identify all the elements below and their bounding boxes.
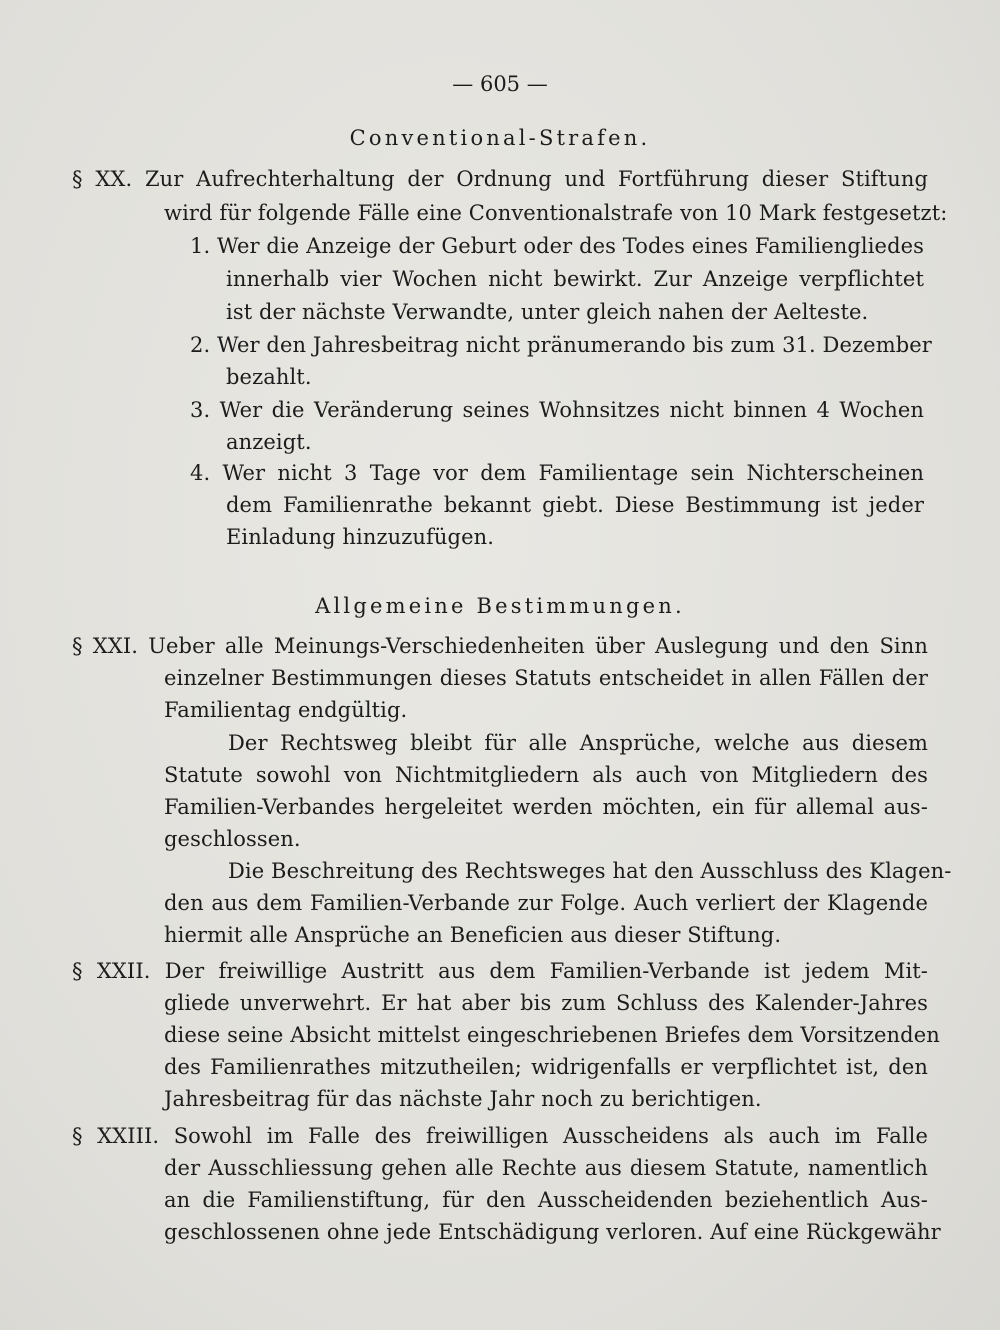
text-line: gliede unverwehrt. Er hat aber bis zum Schluss des Kalender-Jahres	[164, 991, 928, 1015]
text-line: Familien-Verbandes hergeleitet werden möchten, ein für allemal aus-	[164, 795, 928, 819]
text-line: Statute sowohl von Nichtmitgliedern als auch von Mitgliedern des	[164, 763, 928, 787]
text-line: ist der nächste Verwandte, unter gleich nahen der Aelteste.	[226, 300, 869, 324]
text-line: Die Beschreitung des Rechtsweges hat den Ausschluss des Klagen-	[228, 859, 952, 883]
list-item: 2. Wer den Jahresbeitrag nicht pränumerando bis zum 31. Dezember	[190, 333, 932, 357]
text-line: § XXIII. Sowohl im Falle des freiwilligen Ausscheidens als auch im Falle	[72, 1124, 928, 1148]
text-line: diese seine Absicht mittelst eingeschriebenen Briefes dem Vorsitzenden	[164, 1023, 940, 1047]
text-line: geschlossen.	[164, 827, 301, 851]
text-line: innerhalb vier Wochen nicht bewirkt. Zur Anzeige verpflichtet	[226, 267, 924, 291]
text-line: Der Rechtsweg bleibt für alle Ansprüche, welche aus diesem	[228, 731, 928, 755]
text-line: Familientag endgültig.	[164, 698, 408, 722]
section-heading-allgemeine-bestimmungen: Allgemeine Bestimmungen.	[315, 594, 685, 618]
text-line: Jahresbeitrag für das nächste Jahr noch zu berichtigen.	[164, 1087, 762, 1111]
text-line: einzelner Bestimmungen dieses Statuts entscheidet in allen Fällen der	[164, 666, 928, 690]
text-line: § XX. Zur Aufrechterhaltung der Ordnung und Fortführung dieser Stiftung	[72, 167, 928, 191]
text-line: anzeigt.	[226, 430, 312, 454]
text-line: § XXII. Der freiwillige Austritt aus dem Familien-Verbande ist jedem Mit-	[72, 959, 928, 983]
text-line: an die Familienstiftung, für den Ausscheidenden beziehentlich Aus-	[164, 1188, 928, 1212]
list-item: 3. Wer die Veränderung seines Wohnsitzes nicht binnen 4 Wochen	[190, 398, 924, 422]
text-line: geschlossenen ohne jede Entschädigung verloren. Auf eine Rückgewähr	[164, 1220, 941, 1244]
text-line: des Familienrathes mitzutheilen; widrigenfalls er verpflichtet ist, den	[164, 1055, 928, 1079]
text-line: bezahlt.	[226, 365, 312, 389]
list-item: 1. Wer die Anzeige der Geburt oder des Todes eines Familiengliedes	[190, 234, 925, 258]
page-number: — 605 —	[452, 72, 548, 96]
list-item: 4. Wer nicht 3 Tage vor dem Familientage sein Nichterscheinen	[190, 461, 924, 485]
text-line: § XXI. Ueber alle Meinungs-Verschiedenheiten über Auslegung und den Sinn	[72, 634, 928, 658]
text-line: wird für folgende Fälle eine Conventionalstrafe von 10 Mark festgesetzt:	[164, 201, 948, 225]
text-line: den aus dem Familien-Verbande zur Folge. Auch verliert der Klagende	[164, 891, 928, 915]
text-line: dem Familienrathe bekannt giebt. Diese Bestimmung ist jeder	[226, 493, 924, 517]
text-line: Einladung hinzuzufügen.	[226, 525, 495, 549]
text-line: der Ausschliessung gehen alle Rechte aus diesem Statute, namentlich	[164, 1156, 928, 1180]
text-line: hiermit alle Ansprüche an Beneficien aus dieser Stiftung.	[164, 923, 782, 947]
section-heading-conventional-strafen: Conventional-Strafen.	[349, 126, 651, 150]
